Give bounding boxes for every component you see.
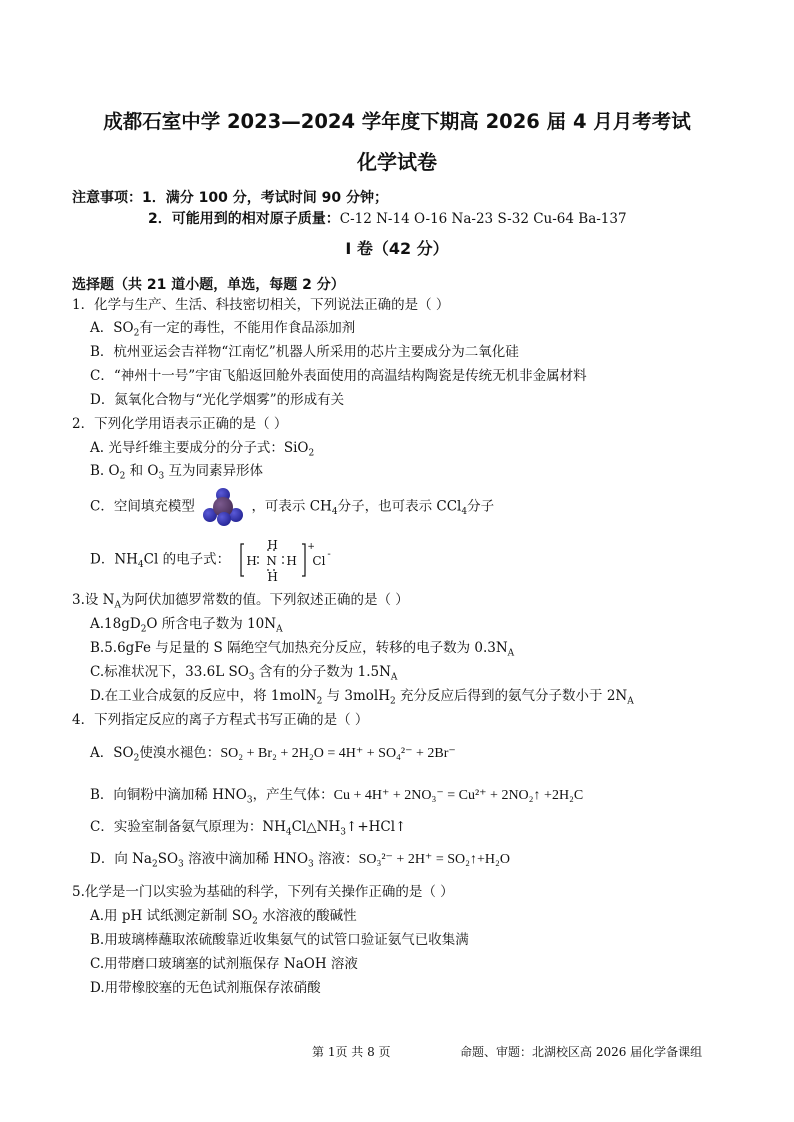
notice-item-1: 1．满分 100 分，考试时间 90 分钟； [142,190,388,206]
q3-option-a: $A.18gD_2O$ 所含电子数为 $10N_A$ [90,616,283,635]
q1-option-c: C．“神州十一号”宇宙飞船返回舱外表面使用的高温结构陶瓷是传统无机非金属材料 [90,368,587,384]
q1-stem: 1．化学与生产、生活、科技密切相关，下列说法正确的是（ ） [72,297,450,313]
notice-line-1 [72,187,388,207]
q3-option-d: D.在工业合成氨的反应中，将 1molN$_2$ 与 3molH$_2$ 充分反应后得到的氨气分子数小于 $2N_A$ [90,688,634,707]
q3-option-b: B.5.6gFe 与足量的 S 隔绝空气加热充分反应，转移的电子数为 $0.3N_A$ [90,640,515,659]
notice-label: 注意事项： [72,190,142,206]
q5-option-b: B.用玻璃棒蘸取浓硫酸靠近收集氨气的试管口验证氨气已收集满 [90,932,469,948]
exam-title: 成都石室中学 2023—2024 学年度下期高 2026 届 4 月月考考试 [103,110,691,133]
space-filling-model-icon [203,488,243,526]
section-heading: I 卷（42 分） [345,239,449,258]
q2-option-b: B. $O_2$ 和 $O_3$ 互为同素异形体 [90,463,263,482]
q2-option-c: C．空间填充模型 ，可表示 $CH_4$分子，也可表示 CCl$_4$分子 [90,488,494,526]
q5-option-a: A.用 pH 试纸测定新制 $SO_2$ 水溶液的酸碱性 [90,908,357,927]
q5-option-c: C.用带磨口玻璃塞的试剂瓶保存 NaOH 溶液 [90,956,358,972]
page-number: 第 1页 共 8 页 [312,1045,391,1059]
q4-option-c: C．实验室制备氨气原理为：$NH_4Cl\triangle NH_3↑+HCl↑$ [90,819,407,838]
footer-credit: 命题、审题：北湖校区高 2026 届化学备课组 [460,1045,703,1059]
q1-option-a: A．$SO_2$有一定的毒性，不能用作食品添加剂 [90,320,356,339]
q3-option-c: C.标准状况下，33.6L $SO_3$ 含有的分子数为 $1.5N_A$ [90,664,398,683]
q5-stem: 5.化学是一门以实验为基础的科学，下列有关操作正确的是（ ） [72,884,454,900]
q4-option-d: D．向 $Na_2SO_3$ 溶液中滴加稀 $HNO_3$ 溶液：SO₃²⁻ + 2H⁺ = SO₂↑+H₂O [90,851,510,870]
q5-option-d: D.用带橡胶塞的无色试剂瓶保存浓硝酸 [90,980,321,996]
q2-option-a: A. 光导纤维主要成分的分子式：SiO$_2$ [90,440,315,459]
exam-subtitle: 化学试卷 [357,150,437,174]
q2-option-d: D．$NH_4Cl$ 的电子式： H N H H H + Cl - [90,540,336,580]
notice-line-2 [148,208,627,228]
q1-option-d: D．氮氧化合物与“光化学烟雾”的形成有关 [90,392,345,408]
part-heading: 选择题（共 21 道小题，单选，每题 2 分） [72,277,345,293]
q4-option-a: A．$SO_2$使溴水褪色：SO₂ + Br₂ + 2H₂O = 4H⁺ + SO₄²⁻ + 2Br⁻ [90,745,456,764]
electron-formula-diagram: H N H H H + Cl - [240,540,336,580]
q2-stem: 2．下列化学用语表示正确的是（ ） [72,416,288,432]
q4-stem: 4．下列指定反应的离子方程式书写正确的是（ ） [72,712,369,728]
notice-item-2-label: 2．可能用到的相对原子质量： [148,211,340,227]
atomic-masses: C-12 N-14 O-16 Na-23 S-32 Cu-64 Ba-137 [339,211,627,227]
q4-option-b: B．向铜粉中滴加稀 $HNO_3$，产生气体：Cu + 4H⁺ + 2NO₃⁻ = Cu²⁺ + 2NO₂↑ +2H₂C [90,787,584,806]
q3-stem: 3.设 $N_A$为阿伏加德罗常数的值。下列叙述正确的是（ ） [72,592,409,611]
q1-option-b: B．杭州亚运会吉祥物“江南忆”机器人所采用的芯片主要成分为二氧化硅 [90,344,519,360]
